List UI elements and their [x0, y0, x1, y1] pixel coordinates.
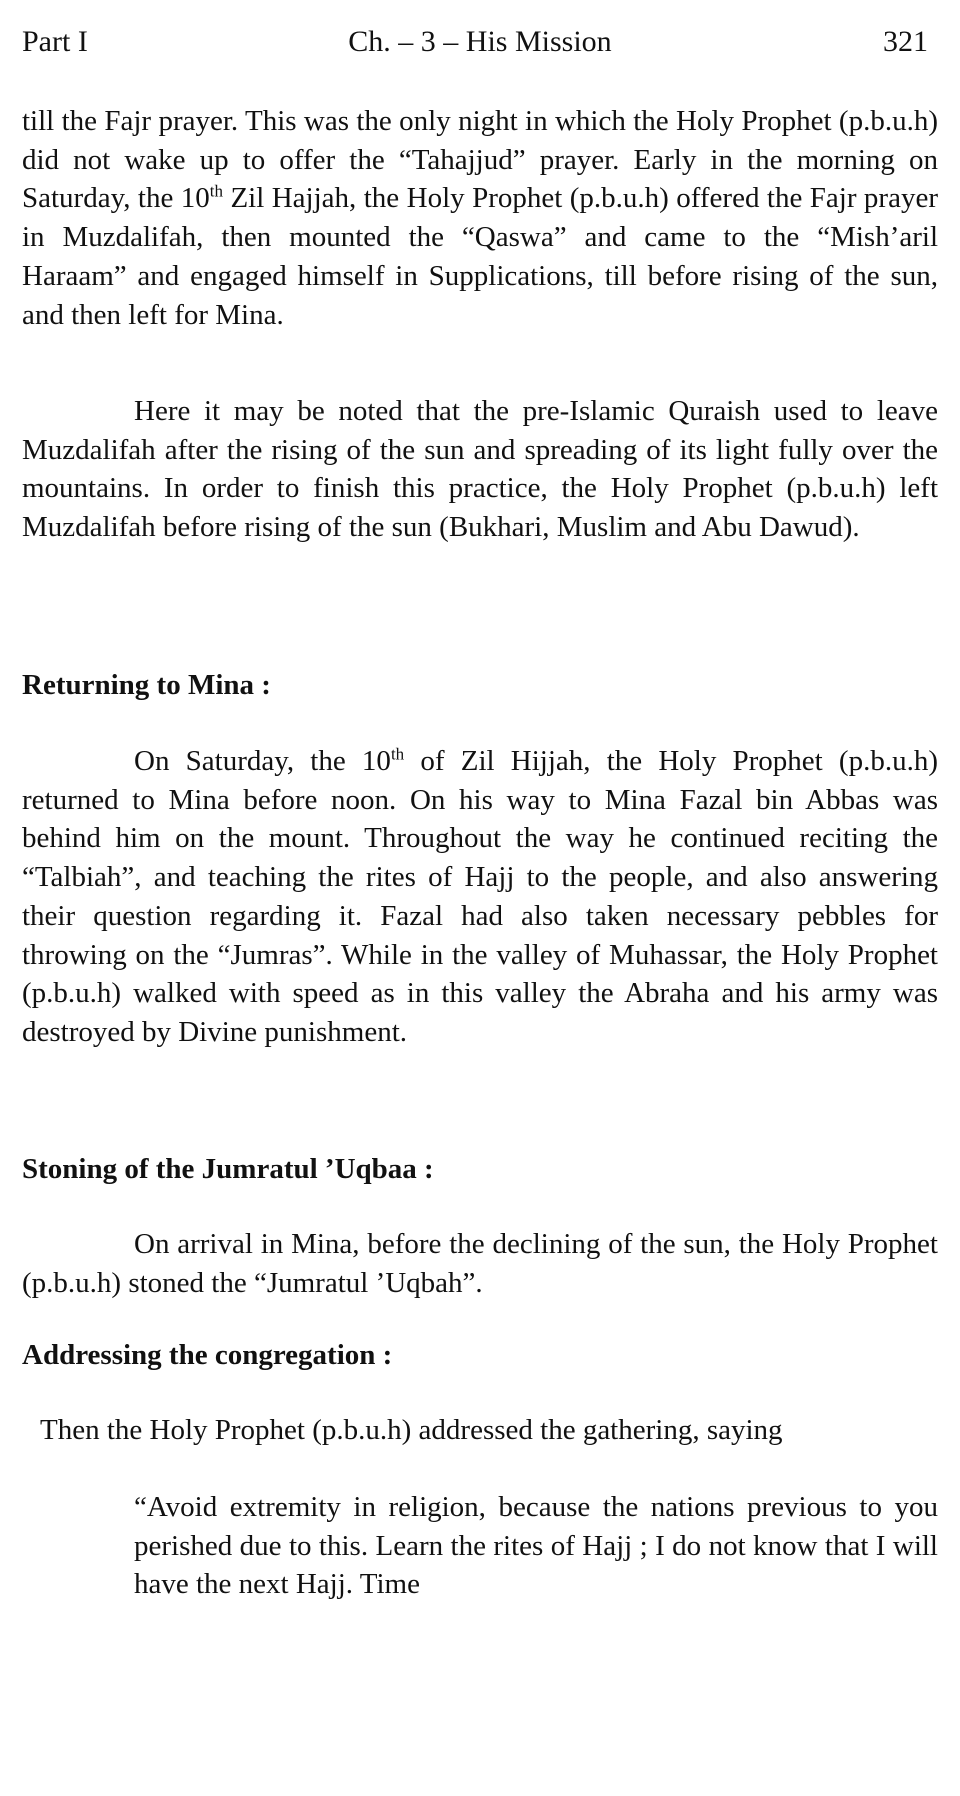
- paragraph-returning-to-mina: [22, 742, 938, 1052]
- page-number: 321: [883, 25, 928, 58]
- ordinal-suffix: th: [209, 181, 224, 201]
- paragraph-quraish: Here it may be noted that the pre-Islamic Quraish used to leave Muzdalifah after the rising of the sun and spreading of its light fully over the mountains. In order to finish this practice, the Holy Prophet (p.b.u.h) left Muzdalifah before rising of the sun (Bukhari, Muslim and Abu Dawud).: [22, 395, 938, 544]
- chapter-title: Ch. – 3 – His Mission: [348, 25, 612, 58]
- paragraph-text: On Saturday, the 10: [134, 745, 391, 777]
- part-label: Part I: [22, 25, 88, 58]
- paragraph-stoning: On arrival in Mina, before the declining of the sun, the Holy Prophet (p.b.u.h) stoned the “Jumratul ’Uqbah”.: [22, 1228, 938, 1299]
- paragraph-addressing: Then the Holy Prophet (p.b.u.h) addressed the gathering, saying: [40, 1414, 783, 1446]
- heading-addressing-congregation: Addressing the congregation :: [22, 1339, 393, 1371]
- running-header: [22, 20, 938, 64]
- paragraph-text: of Zil Hijjah, the Holy Prophet (p.b.u.h) returned to Mina before noon. On his way to Mina Fazal bin Abbas was behind him on the mount. Throughout the way he continued reciting the “Talbiah”, and teaching the rites of Hajj to the people, and also answering their question regarding it. Fazal had also taken necessary pebbles for throwing on the “Jumras”. While in the valley of Muhassar, the Holy Prophet (p.b.u.h) walked with speed as in this valley the Abraha and his army was destroyed by Divine punishment.: [22, 745, 939, 1048]
- heading-stoning: Stoning of the Jumratul ’Uqbaa :: [22, 1153, 434, 1185]
- block-quote: “Avoid extremity in religion, because the nations previous to you perished due to this. Learn the rites of Hajj ; I do not know that I will have the next Hajj. Time: [134, 1491, 938, 1601]
- paragraph-fajr: [22, 102, 938, 334]
- heading-returning-to-mina: Returning to Mina :: [22, 669, 271, 701]
- paragraph-text: till the Fajr prayer. This was the only night in which the Holy Prophet (p.b.u.h) did not wake up to offer the “Tahajjud” prayer. Early in the morning on Saturday, the 10: [22, 105, 938, 215]
- paragraph-text: Zil Hajjah, the Holy Prophet (p.b.u.h) offered the Fajr prayer in Muzdalifah, then mounted the “Qaswa” and came to the “Mish’aril Haraam” and engaged himself in Supplications, till before rising of the sun, and then left for Mina.: [22, 182, 938, 331]
- ordinal-suffix: th: [390, 744, 405, 764]
